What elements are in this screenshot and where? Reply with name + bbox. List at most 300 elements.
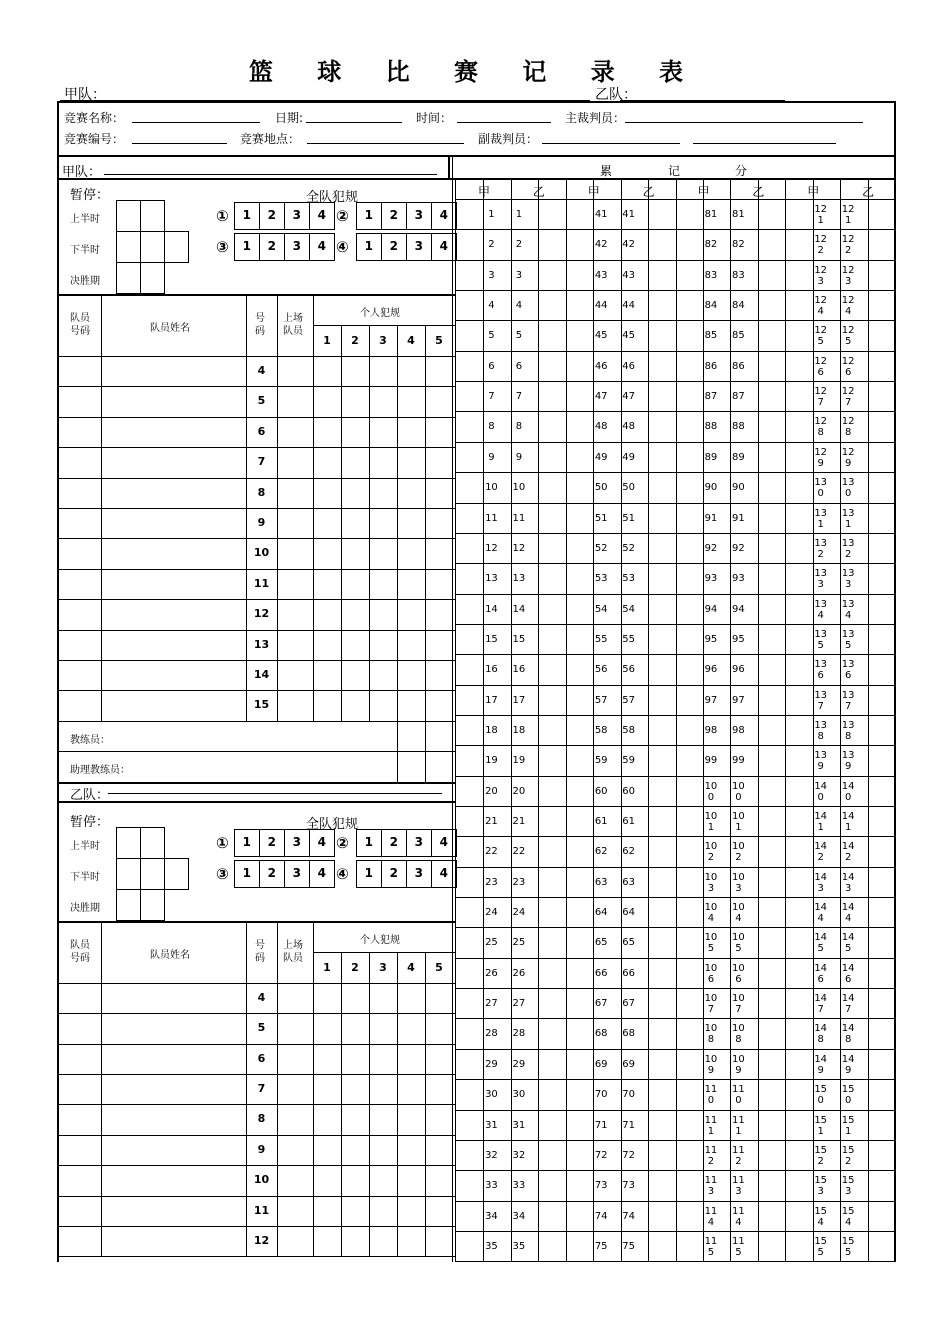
- score-number[interactable]: 75: [594, 1240, 608, 1252]
- score-number[interactable]: 57: [622, 694, 635, 706]
- team-foul-box[interactable]: 1: [356, 233, 382, 261]
- score-number[interactable]: 4: [515, 300, 523, 312]
- score-number[interactable]: 15 5: [814, 1235, 828, 1258]
- player-no-cell[interactable]: [58, 1196, 101, 1226]
- score-number[interactable]: 10 9: [704, 1053, 718, 1076]
- score-number[interactable]: 54: [622, 603, 635, 615]
- score-number[interactable]: 13 7: [814, 689, 828, 712]
- score-number[interactable]: 58: [594, 724, 608, 736]
- score-number[interactable]: 61: [594, 816, 608, 827]
- score-number[interactable]: 47: [622, 391, 635, 403]
- score-number[interactable]: 13 1: [814, 507, 828, 530]
- score-number[interactable]: 61: [622, 816, 635, 827]
- score-number[interactable]: 10 2: [732, 841, 745, 864]
- score-number[interactable]: 23: [512, 876, 526, 888]
- player-no-cell[interactable]: [58, 660, 101, 690]
- player-name-cell[interactable]: [102, 630, 246, 660]
- score-number[interactable]: 59: [622, 755, 635, 767]
- team-foul-box[interactable]: 3: [406, 233, 432, 261]
- score-number[interactable]: 14 0: [841, 780, 855, 803]
- score-number[interactable]: 64: [594, 907, 608, 919]
- player-no-cell[interactable]: [58, 1104, 101, 1134]
- player-no-cell[interactable]: [58, 417, 101, 447]
- score-number[interactable]: 12 1: [841, 204, 855, 226]
- timeout-box[interactable]: [140, 231, 165, 263]
- timeout-box[interactable]: [116, 200, 141, 232]
- score-number[interactable]: 92: [732, 542, 745, 554]
- player-name-cell[interactable]: [102, 1074, 246, 1104]
- player-no-cell[interactable]: [58, 690, 101, 720]
- score-number[interactable]: 13 0: [814, 477, 828, 500]
- score-number[interactable]: 13 3: [841, 568, 855, 591]
- score-number[interactable]: 52: [622, 542, 635, 554]
- score-number[interactable]: 28: [485, 1028, 498, 1040]
- team-foul-box[interactable]: 4: [309, 860, 335, 888]
- score-number[interactable]: 74: [622, 1210, 635, 1222]
- score-number[interactable]: 28: [512, 1028, 526, 1040]
- score-number[interactable]: 1: [488, 209, 495, 220]
- score-number[interactable]: 10 3: [732, 871, 745, 894]
- score-number[interactable]: 13 1: [841, 507, 855, 530]
- score-number[interactable]: 82: [732, 239, 745, 251]
- score-number[interactable]: 10 3: [704, 871, 718, 894]
- score-number[interactable]: 14 2: [841, 841, 855, 864]
- timeout-box[interactable]: [116, 827, 141, 859]
- score-number[interactable]: 91: [732, 512, 745, 524]
- score-number[interactable]: 99: [732, 755, 745, 767]
- score-number[interactable]: 13 0: [841, 477, 855, 500]
- score-number[interactable]: 98: [732, 724, 745, 736]
- score-number[interactable]: 7: [488, 391, 495, 403]
- score-number[interactable]: 88: [704, 421, 718, 433]
- score-number[interactable]: 96: [732, 664, 745, 676]
- timeout-box[interactable]: [116, 858, 141, 890]
- score-number[interactable]: 10 7: [704, 993, 718, 1016]
- score-number[interactable]: 11 4: [732, 1205, 745, 1228]
- score-number[interactable]: 67: [594, 998, 608, 1010]
- score-number[interactable]: 12: [485, 542, 498, 554]
- score-number[interactable]: 10 6: [704, 962, 718, 985]
- score-number[interactable]: 70: [594, 1089, 608, 1101]
- score-number[interactable]: 13 8: [841, 719, 855, 742]
- score-number[interactable]: 14 5: [814, 932, 828, 955]
- score-number[interactable]: 11 0: [732, 1084, 745, 1107]
- team-foul-box[interactable]: 2: [381, 202, 407, 230]
- score-number[interactable]: 17: [512, 694, 526, 706]
- score-number[interactable]: 35: [512, 1240, 526, 1252]
- player-name-cell[interactable]: [102, 1104, 246, 1134]
- score-number[interactable]: 12 7: [814, 386, 828, 409]
- score-number[interactable]: 35: [485, 1240, 498, 1252]
- score-number[interactable]: 72: [622, 1149, 635, 1161]
- score-number[interactable]: 47: [594, 391, 608, 403]
- team-foul-box[interactable]: 2: [381, 860, 407, 888]
- score-number[interactable]: 30: [485, 1089, 498, 1101]
- team-foul-box[interactable]: 4: [431, 829, 457, 857]
- score-number[interactable]: 15 0: [814, 1084, 828, 1107]
- score-number[interactable]: 14 2: [814, 841, 828, 864]
- score-number[interactable]: 10 9: [732, 1053, 745, 1076]
- score-number[interactable]: 51: [594, 512, 608, 524]
- timeout-box[interactable]: [140, 858, 165, 890]
- score-number[interactable]: 13 8: [814, 719, 828, 742]
- score-number[interactable]: 12 2: [814, 234, 828, 257]
- score-number[interactable]: 14 1: [814, 811, 828, 833]
- score-number[interactable]: 11 5: [704, 1235, 718, 1258]
- score-number[interactable]: 34: [485, 1210, 498, 1222]
- score-number[interactable]: 12: [512, 542, 526, 554]
- team-foul-box[interactable]: 2: [259, 233, 285, 261]
- score-number[interactable]: 11 1: [704, 1114, 718, 1137]
- player-name-cell[interactable]: [102, 569, 246, 599]
- team-foul-box[interactable]: 3: [406, 829, 432, 857]
- score-number[interactable]: 86: [704, 360, 718, 372]
- score-number[interactable]: 19: [512, 755, 526, 767]
- score-number[interactable]: 81: [732, 209, 745, 220]
- score-number[interactable]: 14 8: [841, 1023, 855, 1046]
- score-number[interactable]: 14 8: [814, 1023, 828, 1046]
- score-number[interactable]: 20: [485, 785, 498, 797]
- score-number[interactable]: 10 5: [732, 932, 745, 955]
- score-number[interactable]: 14 0: [814, 780, 828, 803]
- score-number[interactable]: 13 5: [814, 628, 828, 651]
- score-number[interactable]: 14 9: [841, 1053, 855, 1076]
- score-number[interactable]: 81: [704, 209, 718, 220]
- score-number[interactable]: 10 8: [704, 1023, 718, 1046]
- score-number[interactable]: 54: [594, 603, 608, 615]
- player-name-cell[interactable]: [102, 1196, 246, 1226]
- score-number[interactable]: 14 3: [814, 871, 828, 894]
- score-number[interactable]: 94: [732, 603, 745, 615]
- score-number[interactable]: 23: [485, 876, 498, 888]
- score-number[interactable]: 16: [485, 664, 498, 676]
- score-number[interactable]: 64: [622, 907, 635, 919]
- score-number[interactable]: 84: [704, 300, 718, 312]
- team-foul-box[interactable]: 2: [381, 829, 407, 857]
- score-number[interactable]: 11 0: [704, 1084, 718, 1107]
- score-number[interactable]: 13 9: [814, 750, 828, 773]
- score-number[interactable]: 75: [622, 1240, 635, 1252]
- score-number[interactable]: 95: [732, 633, 745, 645]
- score-number[interactable]: 85: [732, 330, 745, 342]
- score-number[interactable]: 65: [594, 937, 608, 949]
- score-number[interactable]: 84: [732, 300, 745, 312]
- score-number[interactable]: 12 2: [841, 234, 855, 257]
- score-number[interactable]: 12 5: [814, 325, 828, 348]
- score-number[interactable]: 14 4: [841, 902, 855, 925]
- score-number[interactable]: 14 1: [841, 811, 855, 833]
- player-no-cell[interactable]: [58, 508, 101, 538]
- score-number[interactable]: 13 2: [814, 537, 828, 560]
- score-number[interactable]: 67: [622, 998, 635, 1010]
- score-number[interactable]: 71: [594, 1119, 608, 1131]
- team-foul-box[interactable]: 2: [259, 202, 285, 230]
- score-number[interactable]: 10 0: [704, 780, 718, 803]
- score-number[interactable]: 10 4: [732, 902, 745, 925]
- player-name-cell[interactable]: [102, 356, 246, 386]
- score-number[interactable]: 12 4: [814, 295, 828, 318]
- score-number[interactable]: 11 2: [732, 1144, 745, 1167]
- team-foul-box[interactable]: 3: [284, 829, 310, 857]
- score-number[interactable]: 12 9: [841, 446, 855, 469]
- score-number[interactable]: 10: [485, 482, 498, 494]
- timeout-box[interactable]: [140, 262, 165, 294]
- score-number[interactable]: 14 4: [814, 902, 828, 925]
- timeout-box[interactable]: [164, 858, 189, 890]
- score-number[interactable]: 82: [704, 239, 718, 251]
- score-number[interactable]: 10 1: [732, 811, 745, 833]
- score-number[interactable]: 44: [594, 300, 608, 312]
- score-number[interactable]: 11 1: [732, 1114, 745, 1137]
- score-number[interactable]: 15 1: [814, 1114, 828, 1137]
- score-number[interactable]: 10 1: [704, 811, 718, 833]
- score-number[interactable]: 73: [594, 1180, 608, 1192]
- score-number[interactable]: 10 7: [732, 993, 745, 1016]
- team-foul-box[interactable]: 4: [309, 829, 335, 857]
- player-no-cell[interactable]: [58, 538, 101, 568]
- score-number[interactable]: 46: [594, 360, 608, 372]
- score-number[interactable]: 14 9: [814, 1053, 828, 1076]
- score-number[interactable]: 14 7: [814, 993, 828, 1016]
- score-number[interactable]: 13 6: [814, 659, 828, 682]
- score-number[interactable]: 22: [485, 846, 498, 858]
- score-number[interactable]: 3: [515, 269, 523, 281]
- team-foul-box[interactable]: 3: [406, 860, 432, 888]
- score-number[interactable]: 58: [622, 724, 635, 736]
- team-foul-box[interactable]: 4: [309, 202, 335, 230]
- score-number[interactable]: 12 9: [814, 446, 828, 469]
- score-number[interactable]: 50: [594, 482, 608, 494]
- score-number[interactable]: 55: [594, 633, 608, 645]
- player-name-cell[interactable]: [102, 983, 246, 1013]
- score-number[interactable]: 13 2: [841, 537, 855, 560]
- score-number[interactable]: 15 4: [814, 1205, 828, 1228]
- player-no-cell[interactable]: [58, 1165, 101, 1195]
- score-number[interactable]: 88: [732, 421, 745, 433]
- score-number[interactable]: 14 5: [841, 932, 855, 955]
- score-number[interactable]: 15 0: [841, 1084, 855, 1107]
- timeout-box[interactable]: [140, 889, 165, 921]
- team-foul-box[interactable]: 1: [234, 860, 260, 888]
- score-number[interactable]: 56: [622, 664, 635, 676]
- score-number[interactable]: 8: [515, 421, 523, 433]
- player-name-cell[interactable]: [102, 1165, 246, 1195]
- timeout-box[interactable]: [140, 200, 165, 232]
- player-no-cell[interactable]: [58, 1135, 101, 1165]
- team-foul-box[interactable]: 2: [381, 233, 407, 261]
- score-number[interactable]: 46: [622, 360, 635, 372]
- score-number[interactable]: 12 8: [841, 416, 855, 439]
- score-number[interactable]: 53: [622, 573, 635, 585]
- score-number[interactable]: 13 3: [814, 568, 828, 591]
- score-number[interactable]: 24: [512, 907, 526, 919]
- score-number[interactable]: 9: [515, 451, 523, 463]
- score-number[interactable]: 31: [512, 1119, 526, 1131]
- score-number[interactable]: 10 5: [704, 932, 718, 955]
- score-number[interactable]: 13 9: [841, 750, 855, 773]
- player-name-cell[interactable]: [102, 386, 246, 416]
- score-number[interactable]: 1: [515, 209, 523, 220]
- player-no-cell[interactable]: [58, 356, 101, 386]
- score-number[interactable]: 62: [622, 846, 635, 858]
- player-no-cell[interactable]: [58, 386, 101, 416]
- score-number[interactable]: 41: [594, 209, 608, 220]
- score-number[interactable]: 51: [622, 512, 635, 524]
- score-number[interactable]: 14 3: [841, 871, 855, 894]
- score-number[interactable]: 86: [732, 360, 745, 372]
- score-number[interactable]: 9: [488, 451, 495, 463]
- player-name-cell[interactable]: [102, 690, 246, 720]
- score-number[interactable]: 66: [622, 967, 635, 979]
- score-number[interactable]: 14 7: [841, 993, 855, 1016]
- score-number[interactable]: 60: [622, 785, 635, 797]
- score-number[interactable]: 14: [512, 603, 526, 615]
- team-foul-box[interactable]: 4: [309, 233, 335, 261]
- score-number[interactable]: 42: [622, 239, 635, 251]
- score-number[interactable]: 41: [622, 209, 635, 220]
- score-number[interactable]: 12 8: [814, 416, 828, 439]
- score-number[interactable]: 6: [515, 360, 523, 372]
- score-number[interactable]: 19: [485, 755, 498, 767]
- player-name-cell[interactable]: [102, 1013, 246, 1043]
- team-foul-box[interactable]: 2: [259, 829, 285, 857]
- score-number[interactable]: 17: [485, 694, 498, 706]
- score-number[interactable]: 12 6: [814, 355, 828, 378]
- score-number[interactable]: 4: [488, 300, 495, 312]
- score-number[interactable]: 14: [485, 603, 498, 615]
- team-foul-box[interactable]: 4: [431, 202, 457, 230]
- score-number[interactable]: 24: [485, 907, 498, 919]
- score-number[interactable]: 15 1: [841, 1114, 855, 1137]
- team-foul-box[interactable]: 2: [259, 860, 285, 888]
- score-number[interactable]: 57: [594, 694, 608, 706]
- score-number[interactable]: 10 4: [704, 902, 718, 925]
- score-number[interactable]: 2: [515, 239, 523, 251]
- team-foul-box[interactable]: 1: [234, 829, 260, 857]
- score-number[interactable]: 15 3: [814, 1175, 828, 1198]
- score-number[interactable]: 94: [704, 603, 718, 615]
- player-name-cell[interactable]: [102, 417, 246, 447]
- score-number[interactable]: 93: [704, 573, 718, 585]
- timeout-box[interactable]: [164, 231, 189, 263]
- score-number[interactable]: 11 2: [704, 1144, 718, 1167]
- score-number[interactable]: 8: [488, 421, 495, 433]
- score-number[interactable]: 34: [512, 1210, 526, 1222]
- score-number[interactable]: 15 4: [841, 1205, 855, 1228]
- score-number[interactable]: 13 7: [841, 689, 855, 712]
- player-name-cell[interactable]: [102, 538, 246, 568]
- score-number[interactable]: 73: [622, 1180, 635, 1192]
- team-foul-box[interactable]: 1: [356, 860, 382, 888]
- score-number[interactable]: 13: [512, 573, 526, 585]
- score-number[interactable]: 85: [704, 330, 718, 342]
- score-number[interactable]: 11 5: [732, 1235, 745, 1258]
- score-number[interactable]: 66: [594, 967, 608, 979]
- score-number[interactable]: 99: [704, 755, 718, 767]
- score-number[interactable]: 83: [704, 269, 718, 281]
- score-number[interactable]: 25: [512, 937, 526, 949]
- score-number[interactable]: 12 5: [841, 325, 855, 348]
- score-number[interactable]: 56: [594, 664, 608, 676]
- player-no-cell[interactable]: [58, 630, 101, 660]
- score-number[interactable]: 13 4: [814, 598, 828, 621]
- score-number[interactable]: 29: [485, 1058, 498, 1070]
- score-number[interactable]: 50: [622, 482, 635, 494]
- score-number[interactable]: 69: [594, 1058, 608, 1070]
- score-number[interactable]: 15: [512, 633, 526, 645]
- team-foul-box[interactable]: 4: [431, 233, 457, 261]
- score-number[interactable]: 63: [594, 876, 608, 888]
- player-no-cell[interactable]: [58, 1013, 101, 1043]
- score-number[interactable]: 95: [704, 633, 718, 645]
- score-number[interactable]: 10: [512, 482, 526, 494]
- score-number[interactable]: 60: [594, 785, 608, 797]
- score-number[interactable]: 74: [594, 1210, 608, 1222]
- score-number[interactable]: 20: [512, 785, 526, 797]
- score-number[interactable]: 43: [622, 269, 635, 281]
- player-name-cell[interactable]: [102, 1226, 246, 1256]
- score-number[interactable]: 12 7: [841, 386, 855, 409]
- score-number[interactable]: 12 1: [814, 204, 828, 226]
- score-number[interactable]: 5: [488, 330, 495, 342]
- team-foul-box[interactable]: 1: [356, 202, 382, 230]
- score-number[interactable]: 11: [512, 512, 526, 524]
- player-name-cell[interactable]: [102, 478, 246, 508]
- score-number[interactable]: 33: [512, 1180, 526, 1192]
- score-number[interactable]: 68: [594, 1028, 608, 1040]
- score-number[interactable]: 22: [512, 846, 526, 858]
- score-number[interactable]: 18: [512, 724, 526, 736]
- score-number[interactable]: 90: [732, 482, 745, 494]
- score-number[interactable]: 89: [704, 451, 718, 463]
- score-number[interactable]: 10 0: [732, 780, 745, 803]
- team-foul-box[interactable]: 3: [284, 233, 310, 261]
- team-foul-box[interactable]: 1: [356, 829, 382, 857]
- score-number[interactable]: 12 3: [841, 264, 855, 287]
- score-number[interactable]: 11: [485, 512, 498, 524]
- score-number[interactable]: 32: [485, 1149, 498, 1161]
- score-number[interactable]: 91: [704, 512, 718, 524]
- score-number[interactable]: 7: [515, 391, 523, 403]
- score-number[interactable]: 29: [512, 1058, 526, 1070]
- score-number[interactable]: 15: [485, 633, 498, 645]
- team-foul-box[interactable]: 4: [431, 860, 457, 888]
- score-number[interactable]: 14 6: [841, 962, 855, 985]
- score-number[interactable]: 59: [594, 755, 608, 767]
- player-no-cell[interactable]: [58, 1044, 101, 1074]
- score-number[interactable]: 49: [594, 451, 608, 463]
- score-number[interactable]: 65: [622, 937, 635, 949]
- team-foul-box[interactable]: 3: [406, 202, 432, 230]
- team-foul-box[interactable]: 3: [284, 202, 310, 230]
- score-number[interactable]: 72: [594, 1149, 608, 1161]
- player-name-cell[interactable]: [102, 1135, 246, 1165]
- score-number[interactable]: 53: [594, 573, 608, 585]
- team-foul-box[interactable]: 3: [284, 860, 310, 888]
- score-number[interactable]: 70: [622, 1089, 635, 1101]
- player-name-cell[interactable]: [102, 447, 246, 477]
- score-number[interactable]: 44: [622, 300, 635, 312]
- score-number[interactable]: 69: [622, 1058, 635, 1070]
- timeout-box[interactable]: [116, 231, 141, 263]
- score-number[interactable]: 71: [622, 1119, 635, 1131]
- score-number[interactable]: 15 5: [841, 1235, 855, 1258]
- score-number[interactable]: 15 2: [841, 1144, 855, 1167]
- player-no-cell[interactable]: [58, 569, 101, 599]
- player-no-cell[interactable]: [58, 599, 101, 629]
- score-number[interactable]: 43: [594, 269, 608, 281]
- player-no-cell[interactable]: [58, 983, 101, 1013]
